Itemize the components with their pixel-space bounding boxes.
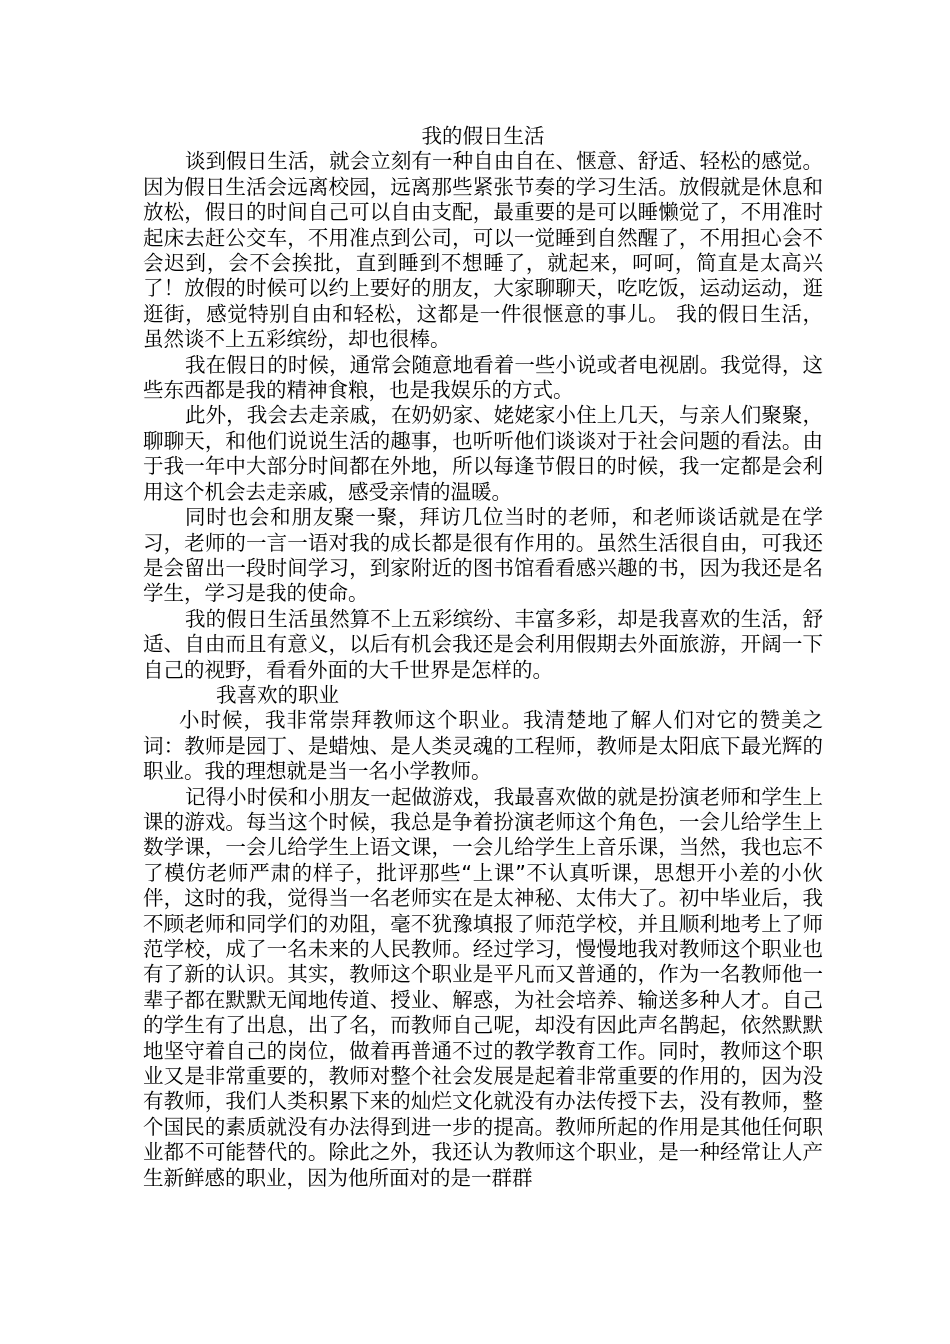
document-page [143, 124, 823, 1191]
essay2-paragraph-2: 记得小时侯和小朋友一起做游戏，我最喜欢做的就是扮演老师和学生上课的游戏。每当这个时候，我总是争着扮演老师这个角色，一会儿给学生上数学课，一会儿给学生上语文课，一会儿给学生上音乐课，当然，我也忘不了模仿老师严肃的样子，批评那些“上课”不认真听课，思想开小差的小伙伴，这时的我，觉得当一名老师实在是太神秘、太伟大了。初中毕业后，我不顾老师和同学们的劝阻，毫不犹豫填报了师范学校，并且顺利地考上了师范学校，成了一名未来的人民教师。经过学习，慢慢地我对教师这个职业也有了新的认识。其实，教师这个职业是平凡而又普通的，作为一名教师他一辈子都在默默无闻地传道、授业、解惑，为社会培养、输送多种人才。自己的学生有了出息，出了名，而教师自己呢，却没有因此声名鹊起，依然默默地坚守着自己的岗位，做着再普通不过的教学教育工作。同时，教师这个职业又是非常重要的，教师对整个社会发展是起着非常重要的作用的，因为没有教师，我们人类积累下来的灿烂文化就没有办法传授下去，没有教师，整个国民的素质就没有办法得到进一步的提高。教师所起的作用是其他任何职业都不可能替代的。除此之外，我还认为教师这个职业，是一种经常让人产生新鲜感的职业，因为他所面对的是一群群 [143, 784, 823, 1190]
essay1-paragraph-2: 我在假日的时候，通常会随意地看着一些小说或者电视剧。我觉得，这些东西都是我的精神食粮，也是我娱乐的方式。 [143, 352, 823, 403]
essay1-paragraph-5: 我的假日生活虽然算不上五彩缤纷、丰富多彩，却是我喜欢的生活，舒适、自由而且有意义，以后有机会我还是会利用假期去外面旅游，开阔一下自己的视野，看看外面的大千世界是怎样的。 [143, 606, 823, 682]
essay-title-holiday-life: 我的假日生活 [421, 124, 545, 148]
essay1-paragraph-3: 此外，我会去走亲戚，在奶奶家、姥姥家小住上几天，与亲人们聚聚，聊聊天，和他们说说生活的趣事，也听听他们谈谈对于社会问题的看法。由于我一年中大部分时间都在外地，所以每逢节假日的时候，我一定都是会利用这个机会去走亲戚，感受亲情的温暖。 [143, 403, 823, 504]
essay1-paragraph-4: 同时也会和朋友聚一聚，拜访几位当时的老师，和老师谈话就是在学习，老师的一言一语对我的成长都是很有作用的。虽然生活很自由，可我还是会留出一段时间学习，到家附近的图书馆看看感兴趣的书，因为我还是名学生，学习是我的使命。 [143, 505, 823, 606]
essay2-paragraph-1: 小时候，我非常崇拜教师这个职业。我清楚地了解人们对它的赞美之词：教师是园丁、是蜡烛、是人类灵魂的工程师，教师是太阳底下最光辉的职业。我的理想就是当一名小学教师。 [143, 708, 823, 784]
essay1-paragraph-1: 谈到假日生活，就会立刻有一种自由自在、惬意、舒适、轻松的感觉。因为假日生活会远离校园，远离那些紧张节奏的学习生活。放假就是休息和放松，假日的时间自己可以自由支配，最重要的是可以睡懒觉了，不用准时起床去赶公交车，不用准点到公司，可以一觉睡到自然醒了，不用担心会不会迟到，会不会挨批，直到睡到不想睡了，就起来，呵呵，简直是太高兴了！放假的时候可以约上要好的朋友，大家聊聊天，吃吃饭，运动运动，逛逛街，感觉特别自由和轻松，这都是一件很惬意的事儿。 我的假日生活，虽然谈不上五彩缤纷，却也很棒。 [143, 149, 823, 352]
essay-title-favorite-job: 我喜欢的职业 [216, 682, 339, 707]
